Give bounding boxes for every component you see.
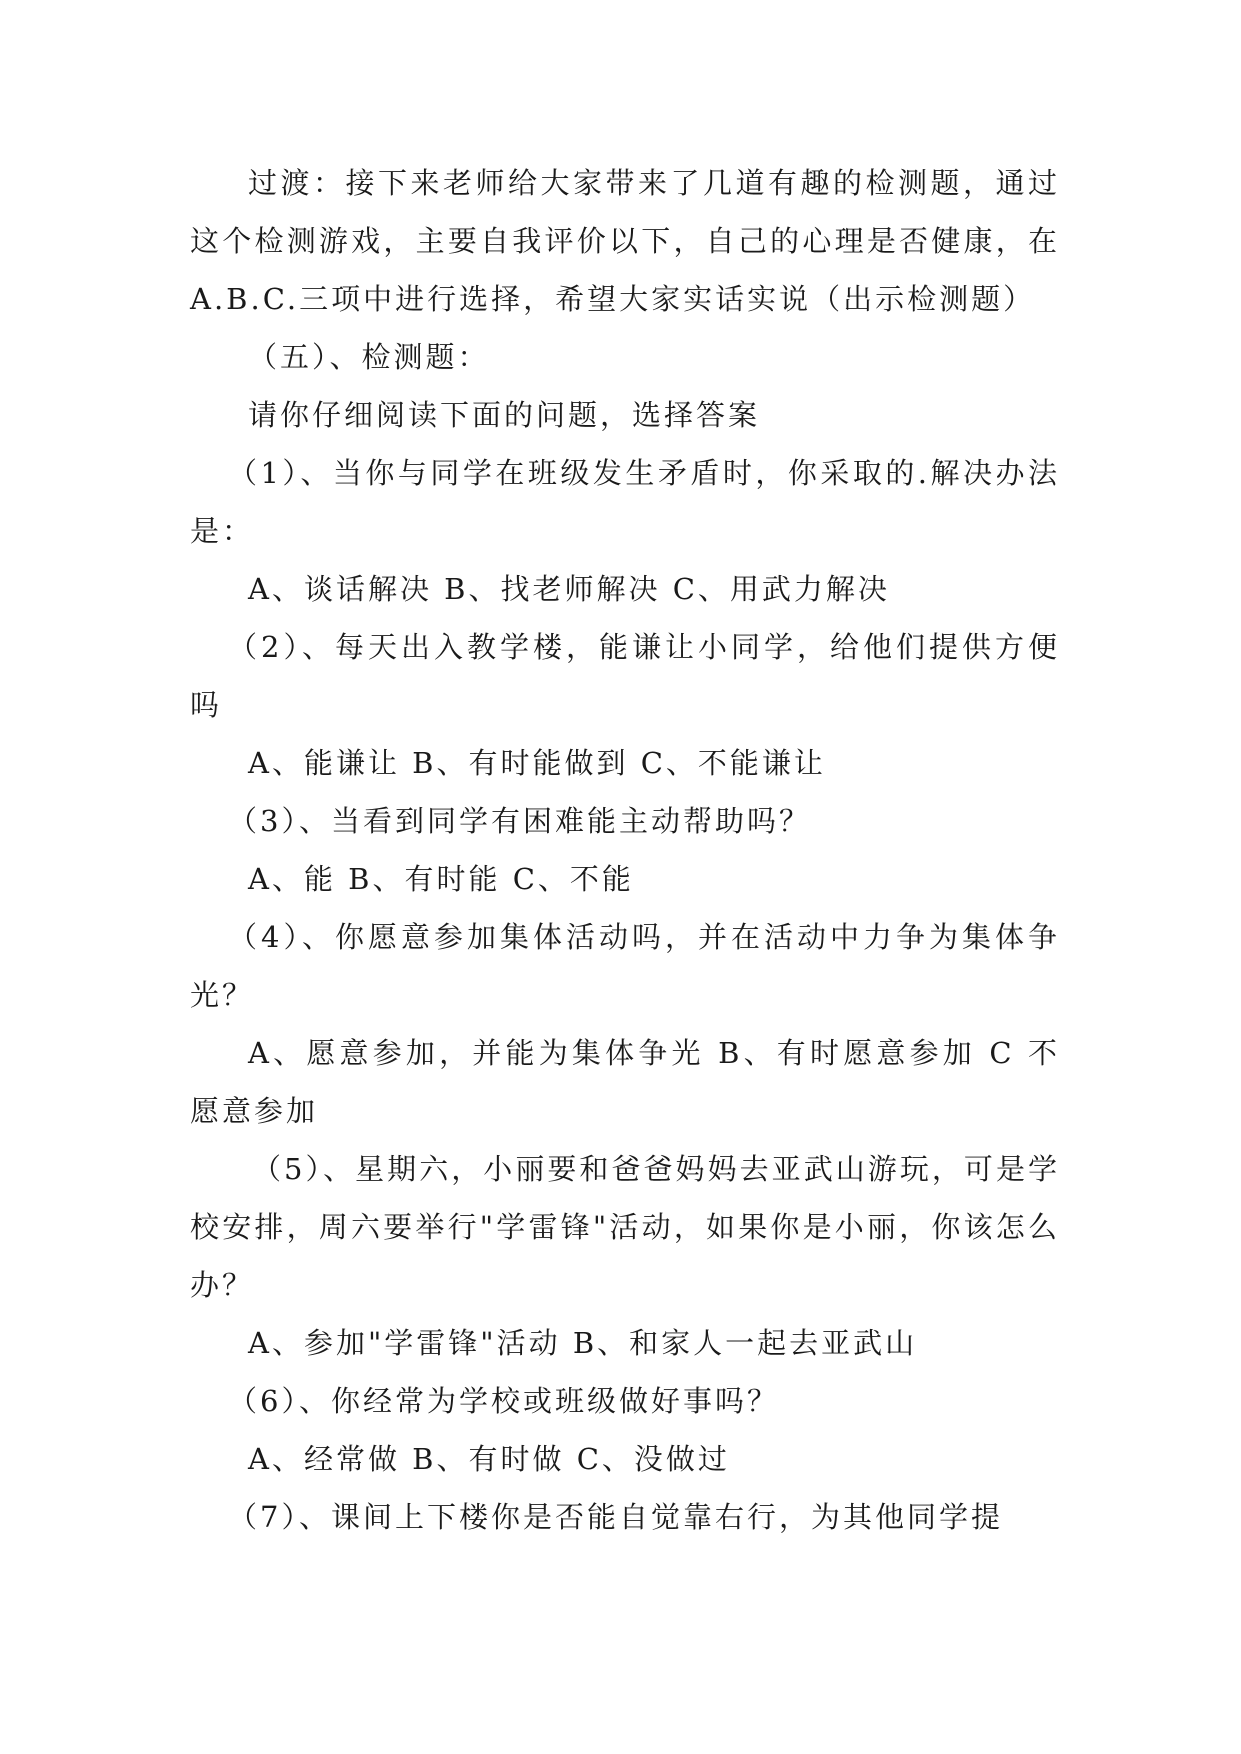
question-5: （5）、星期六，小丽要和爸爸妈妈去亚武山游玩，可是学校安排，周六要举行"学雷锋"活动，如果你是小丽，你该怎么办？	[190, 1152, 1060, 1302]
answer-options-3: A、能 B、有时能 C、不能	[248, 862, 634, 896]
question-2: （2）、每天出入教学楼，能谦让小同学，给他们提供方便吗	[190, 630, 1060, 722]
question-7: （7）、课间上下楼你是否能自觉靠右行，为其他同学提	[228, 1500, 1003, 1534]
answer-options-4: A、愿意参加，并能为集体争光 B、有时愿意参加 C 不愿意参加	[190, 1036, 1060, 1128]
question-1: （1）、当你与同学在班级发生矛盾时，你采取的.解决办法是：	[190, 456, 1060, 548]
answer-options-2: A、能谦让 B、有时能做到 C、不能谦让	[248, 746, 826, 780]
answer-options-1: A、谈话解决 B、找老师解决 C、用武力解决	[248, 572, 890, 606]
section-heading: （五）、检测题：	[248, 340, 490, 374]
question-3: （3）、当看到同学有困难能主动帮助吗？	[228, 804, 811, 838]
answer-options-5: A、参加"学雷锋"活动 B、和家人一起去亚武山	[248, 1326, 918, 1360]
document-body	[190, 154, 1060, 1546]
question-6: （6）、你经常为学校或班级做好事吗？	[228, 1384, 779, 1418]
answer-options-6: A、经常做 B、有时做 C、没做过	[248, 1442, 730, 1476]
transition-paragraph: 过渡：接下来老师给大家带来了几道有趣的检测题，通过这个检测游戏，主要自我评价以下，自己的心理是否健康，在A.B.C.三项中进行选择，希望大家实话实说（出示检测题）	[190, 166, 1060, 316]
instruction-text: 请你仔细阅读下面的问题，选择答案	[248, 398, 761, 432]
question-4: （4）、你愿意参加集体活动吗，并在活动中力争为集体争光？	[190, 920, 1060, 1012]
